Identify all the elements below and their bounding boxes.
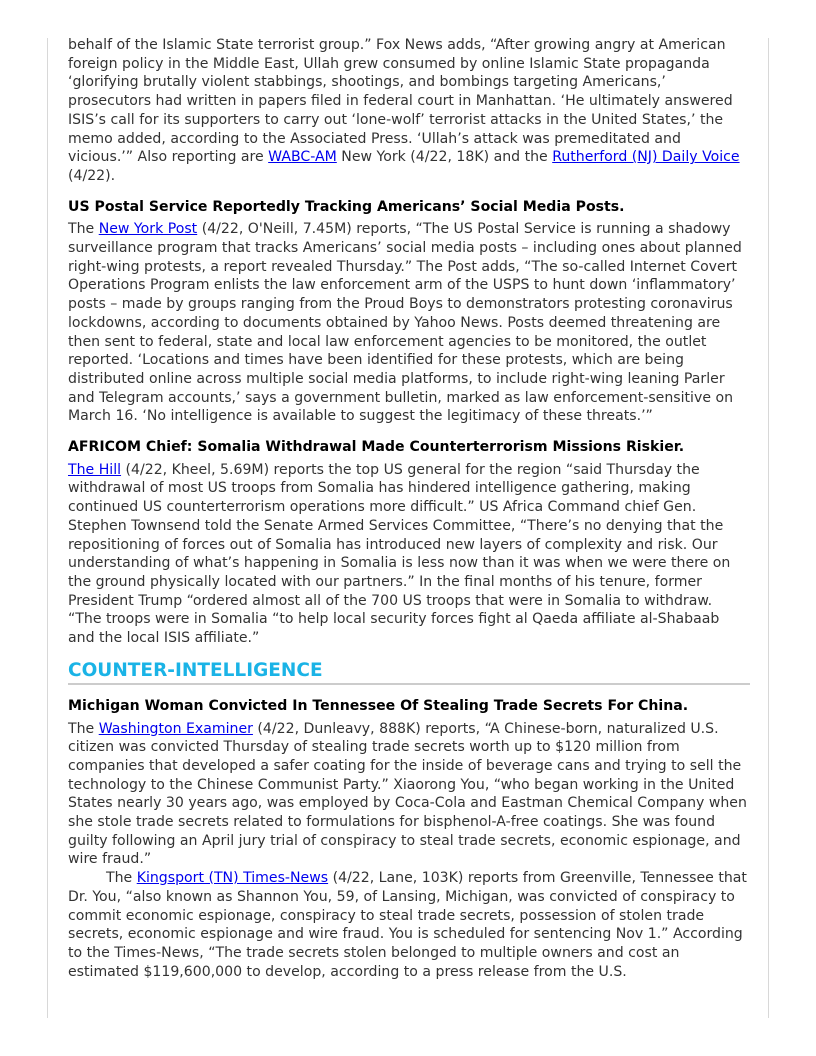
story-headline: US Postal Service Reportedly Tracking Americans’ Social Media Posts.	[68, 198, 625, 215]
story-headline: Michigan Woman Convicted In Tennessee Of Stealing Trade Secrets For China.	[68, 697, 689, 714]
story-text: (4/22, O'Neill, 7.45M) reports, “The US Postal Service is running a shadowy surveillance program that tracks Americans’ social media posts – including ones about planned right-wing protests, a report revealed Thursday.” The Post adds, “The so-called Internet Covert Operations Program enlists the law enforcement arm of the USPS to hunt down ‘inflammatory’ posts – made by groups ranging from the Proud Boys to demonstrators protesting coronavirus lockdowns, according to documents obtained by Yahoo News. Posts deemed threatening are then sent to federal, state and local law enforcement agencies to be monitored, the outlet reported. ‘Locations and times have been identified for these protests, which are being distributed online across multiple social media platforms, to include right-wing leaning Parler and Telegram accounts,’ says a government bulletin, marked as law enforcement-sensitive on March 16. ‘No intelligence is available to suggest the legitimacy of these threats.’”	[68, 221, 742, 425]
wabc-link[interactable]: WABC-AM	[268, 149, 337, 166]
story-text: (4/22, Dunleavy, 888K) reports, “A Chinese-born, naturalized U.S. citizen was convicted Thursday of stealing trade secrets worth up to $120 million from companies that developed a safer coating for the inside of beverage cans and trying to sell the technology to the Chinese Communist Party.” Xiaorong You, “who began working in the United States nearly 30 years ago, was employed by Coca-Cola and Eastman Chemical Company when she stole trade secrets related to formulations for bisphenol-A-free coatings. She was found guilty following an April jury trial of conspiracy to steal trade secrets, economic espionage, and wire fraud.”	[68, 720, 747, 868]
story-paragraph	[68, 720, 750, 870]
story-text: The	[68, 221, 99, 238]
newsletter-content	[68, 36, 750, 993]
story-paragraph	[68, 461, 750, 648]
story-text: (4/22, Lane, 103K) reports from Greenville, Tennessee that Dr. You, “also known as Shannon You, 59, of Lansing, Michigan, was convicted of conspiracy to commit economic espionage, conspiracy to steal trade secrets, possession of stolen trade secrets, economic espionage and wire fraud. You is scheduled for sentencing Nov 1.” According to the Times-News, “The trade secrets stolen belonged to multiple owners and cost an estimated $119,600,000 to develop, according to a press release from the U.S.	[68, 870, 747, 980]
story-postal	[68, 198, 750, 426]
story-isis	[68, 36, 750, 186]
story-paragraph	[68, 220, 750, 426]
kingsport-times-news-link[interactable]: Kingsport (TN) Times-News	[136, 870, 329, 887]
the-hill-link[interactable]: The Hill	[68, 461, 122, 478]
story-text: behalf of the Islamic State terrorist group.” Fox News adds, “After growing angry at American foreign policy in the Middle East, Ullah grew consumed by online Islamic State propaganda ‘glorifying brutally violent stabbings, shootings, and bombings targeting Americans,’ prosecutors had written in papers filed in federal court in Manhattan. ‘He ultimately answered ISIS’s call for its supporters to carry out ‘lone-wolf’ terrorist attacks in the United States,’ the memo added, according to the Associated Press. ‘Ullah’s attack was premeditated and vicious.’” Also reporting are	[68, 37, 733, 166]
story-paragraph	[68, 869, 750, 981]
story-china	[68, 697, 750, 982]
story-text: The	[106, 870, 137, 887]
new-york-post-link[interactable]: New York Post	[98, 221, 198, 238]
story-paragraph	[68, 36, 750, 186]
story-text: (4/22).	[68, 167, 116, 184]
washington-examiner-link[interactable]: Washington Examiner	[98, 720, 253, 737]
story-africom	[68, 438, 750, 648]
story-text: (4/22, Kheel, 5.69M) reports the top US general for the region “said Thursday the withdrawal of most US troops from Somalia has hindered intelligence gathering, making continued US counterterrorism operations more difficult.” US Africa Command chief Gen. Stephen Townsend told the Senate Armed Services Committee, “There’s no denying that the repositioning of forces out of Somalia has introduced new layers of complexity and risk. Our understanding of what’s happening in Somalia is less now than it was when we were there on the ground physically located with our partners.” In the final months of his tenure, former President Trump “ordered almost all of the 700 US troops that were in Somalia to withdraw. “The troops were in Somalia “to help local security forces fight al Qaeda affiliate al-Shabaab and the local ISIS affiliate.”	[68, 461, 731, 647]
story-headline: AFRICOM Chief: Somalia Withdrawal Made Counterterrorism Missions Riskier.	[68, 439, 685, 456]
story-text: New York (4/22, 18K) and the	[336, 149, 553, 166]
section-title: COUNTER-INTELLIGENCE	[68, 660, 750, 685]
rutherford-link[interactable]: Rutherford (NJ) Daily Voice	[552, 149, 740, 166]
story-text: The	[68, 720, 99, 737]
